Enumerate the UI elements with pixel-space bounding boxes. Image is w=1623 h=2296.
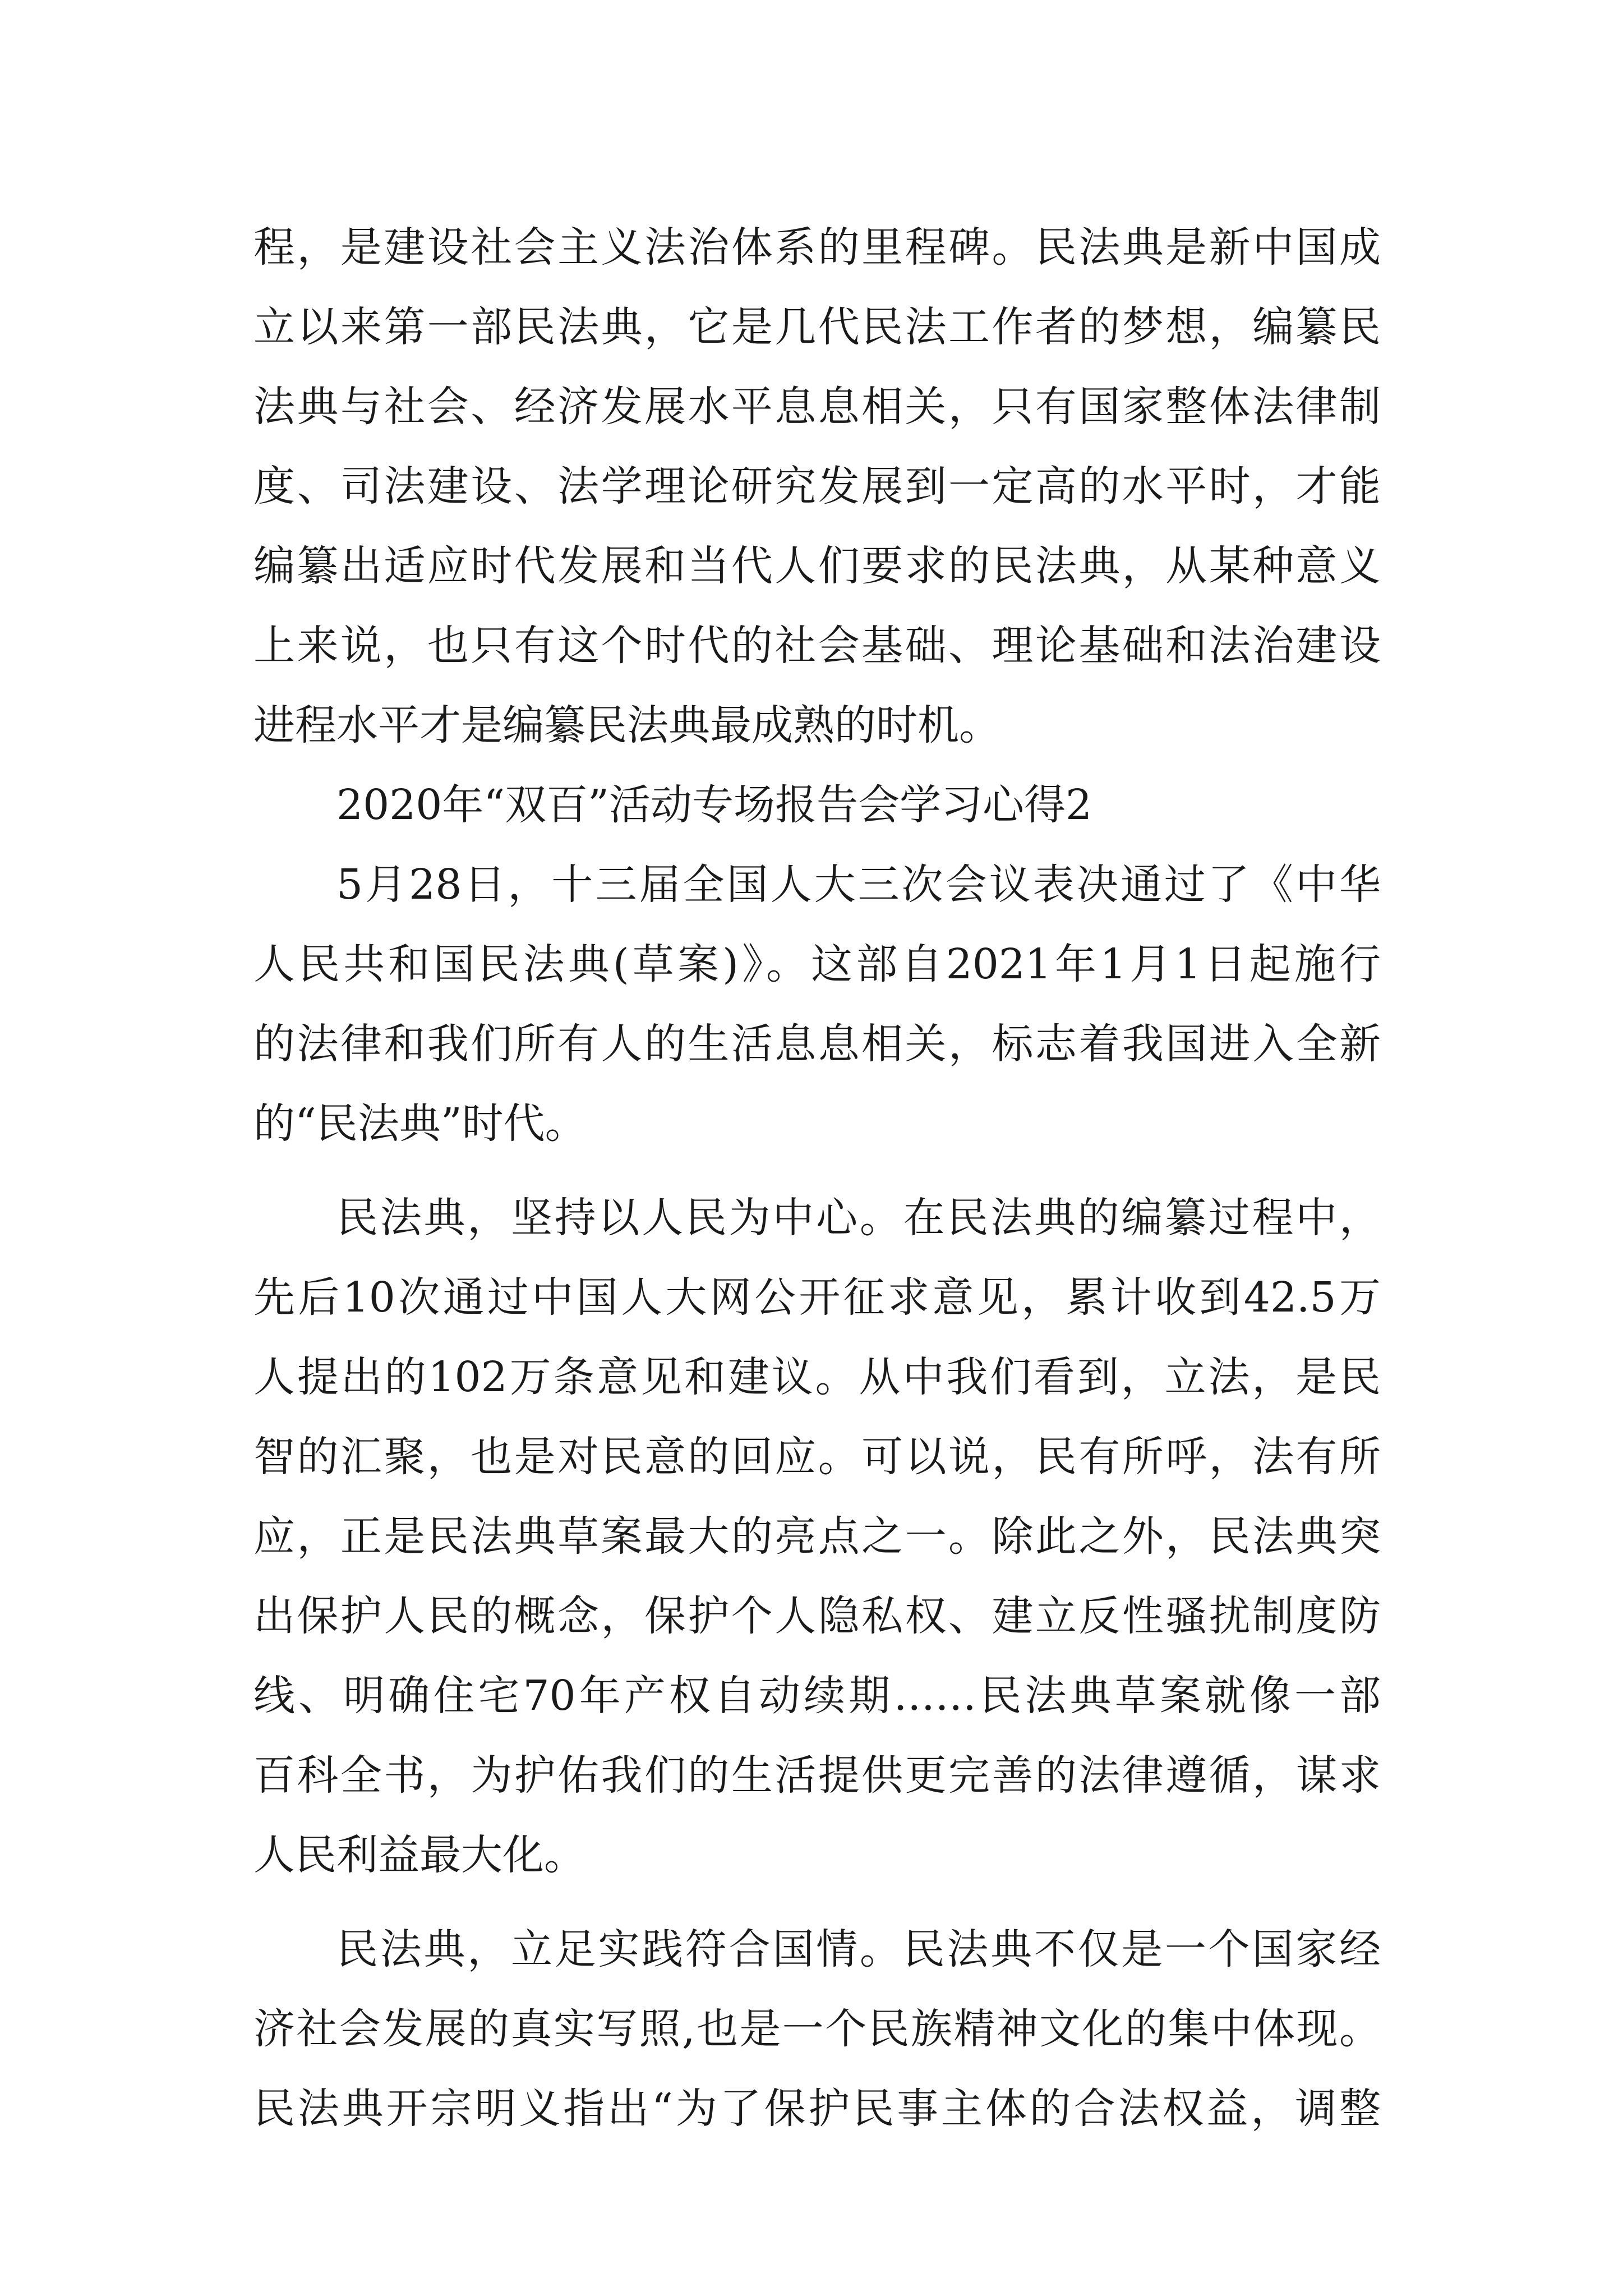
paragraph	[253, 1910, 1381, 2148]
paragraph	[253, 1178, 1381, 1895]
text-line: 编纂出适应时代发展和当代人们要求的民法典，从某种意义	[253, 542, 1381, 590]
heading-line: 2020年“双百”活动专场报告会学习心得2	[336, 781, 1092, 829]
paragraph-gap	[253, 1163, 1381, 1178]
paragraph-gap	[253, 1895, 1381, 1910]
text-line: 上来说，也只有这个时代的社会基础、理论基础和法治建设	[253, 622, 1381, 670]
text-line: 应，正是民法典草案最大的亮点之一。除此之外，民法典突	[253, 1512, 1381, 1561]
text-line: 百科全书，为护佑我们的生活提供更完善的法律遵循，谋求	[253, 1751, 1381, 1800]
text-line: 先后10次通过中国人大网公开征求意见，累计收到42.5万	[253, 1273, 1381, 1322]
text-line: 度、司法建设、法学理论研究发展到一定高的水平时，才能	[253, 462, 1381, 510]
text-line: 民法典开宗明义指出“为了保护民事主体的合法权益，调整	[253, 2085, 1381, 2133]
text-line: 民法典，坚持以人民为中心。在民法典的编纂过程中，	[336, 1194, 1381, 1242]
text-line: 法典与社会、经济发展水平息息相关，只有国家整体法律制	[253, 383, 1381, 431]
text-line: 济社会发展的真实写照,也是一个民族精神文化的集中体现。	[253, 2005, 1381, 2053]
text-line: 进程水平才是编纂民法典最成熟的时机。	[253, 701, 1000, 749]
text-line: 5月28日，十三届全国人大三次会议表决通过了《中华	[336, 861, 1381, 909]
text-line: 的法律和我们所有人的生活息息相关，标志着我国进入全新	[253, 1020, 1381, 1068]
text-line: 程，是建设社会主义法治体系的里程碑。民法典是新中国成	[253, 223, 1381, 272]
section-heading	[253, 765, 1381, 845]
text-line: 人提出的102万条意见和建议。从中我们看到，立法，是民	[253, 1353, 1381, 1401]
text-line: 立以来第一部民法典，它是几代民法工作者的梦想，编纂民	[253, 303, 1381, 351]
document-body	[253, 208, 1381, 2148]
paragraph	[253, 845, 1381, 1163]
text-line: 民法典，立足实践符合国情。民法典不仅是一个国家经	[336, 1925, 1381, 1973]
text-line: 人民利益最大化。	[253, 1831, 585, 1879]
paragraph-continuation	[253, 208, 1381, 765]
text-line: 人民共和国民法典(草案)》。这部自2021年1月1日起施行	[253, 940, 1381, 988]
text-line: 出保护人民的概念，保护个人隐私权、建立反性骚扰制度防	[253, 1592, 1381, 1640]
text-line: 智的汇聚，也是对民意的回应。可以说，民有所呼，法有所	[253, 1433, 1381, 1481]
text-line: 线、明确住宅70年产权自动续期……民法典草案就像一部	[253, 1672, 1381, 1720]
text-line: 的“民法典”时代。	[253, 1099, 587, 1148]
